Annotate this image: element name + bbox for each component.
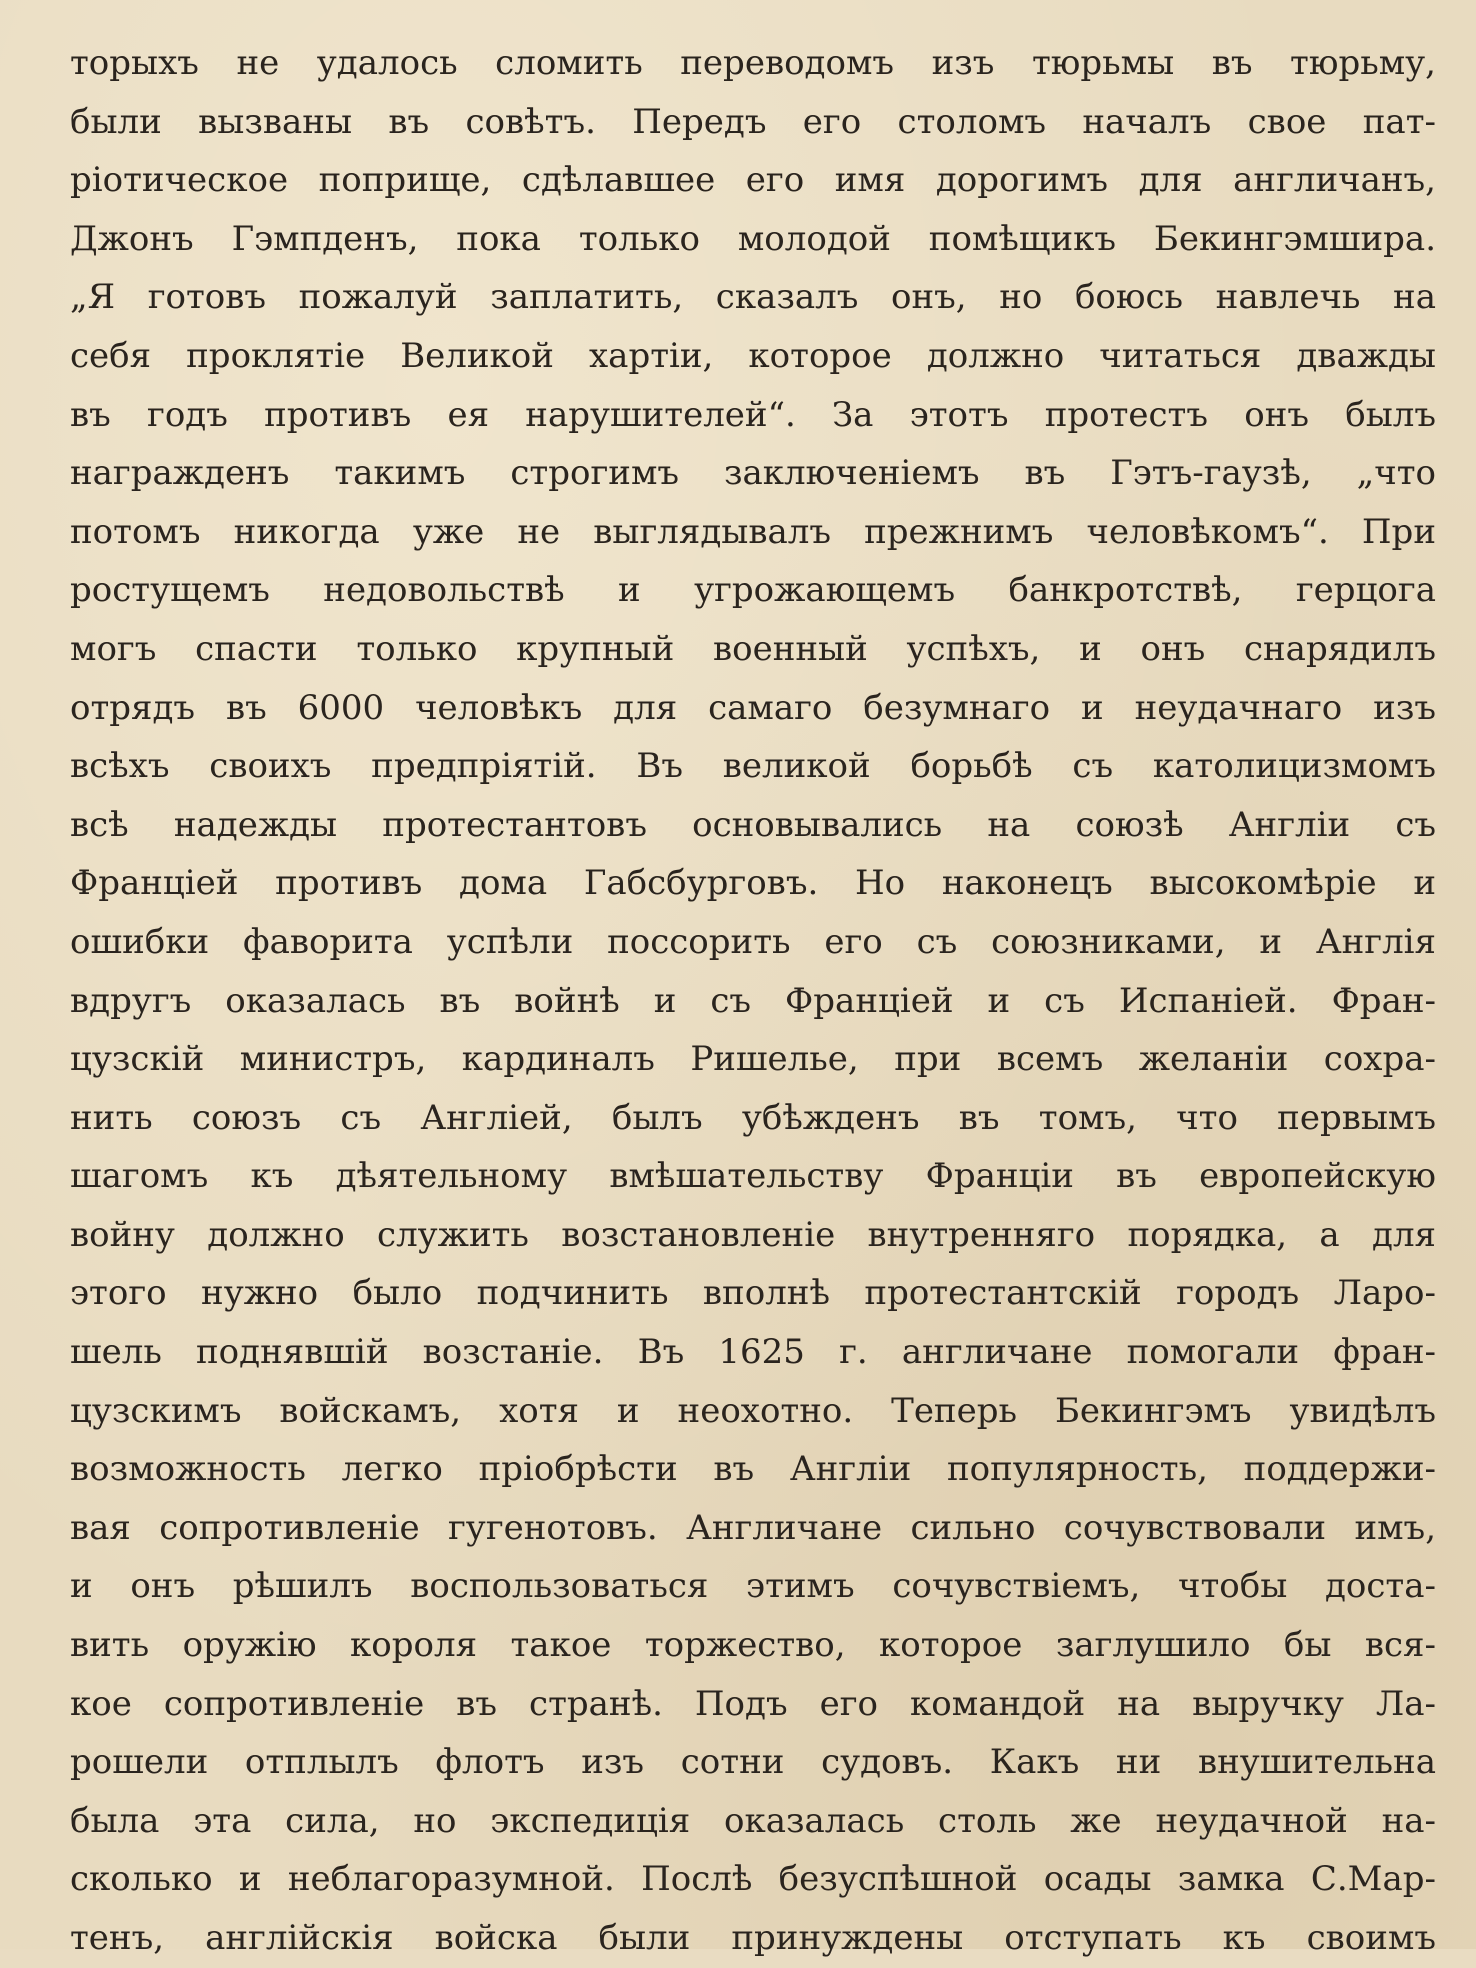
text-line: „Я готовъ пожалуй заплатить, сказалъ онъ, но боюсь навлечь на (70, 277, 1436, 318)
text-line: были вызваны въ совѣтъ. Передъ его столомъ началъ свое пат- (70, 101, 1436, 142)
text-line: могъ спасти только крупный военный успѣхъ, и онъ снарядилъ (70, 628, 1436, 669)
text-line: цузскій министръ, кардиналъ Ришелье, при всемъ желаніи сохра- (70, 1039, 1436, 1080)
text-line: нить союзъ съ Англіей, былъ убѣжденъ въ томъ, что первымъ (70, 1097, 1436, 1138)
text-line: цузскимъ войскамъ, хотя и неохотно. Теперь Бекингэмъ увидѣлъ (70, 1390, 1436, 1431)
text-line: всѣхъ своихъ предпріятій. Въ великой борьбѣ съ католицизмомъ (70, 746, 1436, 787)
text-line: ростущемъ недовольствѣ и угрожающемъ банкротствѣ, герцога (70, 570, 1436, 611)
text-line: вдругъ оказалась въ войнѣ и съ Франціей и съ Испаніей. Фран- (70, 980, 1436, 1021)
text-line: торыхъ не удалось сломить переводомъ изъ тюрьмы въ тюрьму, (70, 43, 1436, 83)
text-line: ріотическое поприще, сдѣлавшее его имя дорогимъ для англичанъ, (70, 160, 1436, 201)
text-line: кое сопротивленіе въ странѣ. Подъ его командой на выручку Ла- (70, 1683, 1436, 1724)
text-line: награжденъ такимъ строгимъ заключеніемъ въ Гэтъ-гаузѣ, „что (70, 453, 1436, 494)
text-line: ошибки фаворита успѣли поссорить его съ союзниками, и Англія (70, 921, 1436, 962)
text-line: возможность легко пріобрѣсти въ Англіи популярность, поддержи- (70, 1449, 1436, 1490)
text-line: вить оружію короля такое торжество, которое заглушило бы вся- (70, 1625, 1436, 1666)
text-line: отрядъ въ 6000 человѣкъ для самаго безумнаго и неудачнаго изъ (70, 687, 1436, 728)
text-line: этого нужно было подчинить вполнѣ протестантскій городъ Ларо- (70, 1273, 1436, 1314)
text-line: рошели отплылъ флотъ изъ сотни судовъ. Какъ ни внушительна (70, 1742, 1436, 1783)
text-line: потомъ никогда уже не выглядывалъ прежнимъ человѣкомъ“. При (70, 511, 1436, 552)
text-line: войну должно служить возстановленіе внутренняго порядка, а для (70, 1214, 1436, 1255)
text-line: Франціей противъ дома Габсбурговъ. Но наконецъ высокомѣріе и (70, 863, 1436, 904)
text-line: себя проклятіе Великой хартіи, которое должно читаться дважды (70, 335, 1436, 376)
text-line: всѣ надежды протестантовъ основывались на союзѣ Англіи съ (70, 804, 1436, 845)
text-line: тенъ, англійскія войска были принуждены отступать къ своимъ (70, 1918, 1436, 1958)
body-text (70, 34, 1436, 1968)
text-line: была эта сила, но экспедиція оказалась столь же неудачной на- (70, 1800, 1436, 1841)
text-line: шель поднявшій возстаніе. Въ 1625 г. англичане помогали фран- (70, 1332, 1436, 1373)
text-line: Джонъ Гэмпденъ, пока только молодой помѣщикъ Бекингэмшира. (70, 218, 1436, 259)
text-line: и онъ рѣшилъ воспользоваться этимъ сочувствіемъ, чтобы доста- (70, 1566, 1436, 1607)
text-line: въ годъ противъ ея нарушителей“. За этотъ протестъ онъ былъ (70, 394, 1436, 435)
text-line: шагомъ къ дѣятельному вмѣшательству Франціи въ европейскую (70, 1156, 1436, 1197)
text-line: сколько и неблагоразумной. Послѣ безуспѣшной осады замка С.Мар- (70, 1859, 1436, 1900)
text-line: вая сопротивленіе гугенотовъ. Англичане сильно сочувствовали имъ, (70, 1507, 1436, 1548)
